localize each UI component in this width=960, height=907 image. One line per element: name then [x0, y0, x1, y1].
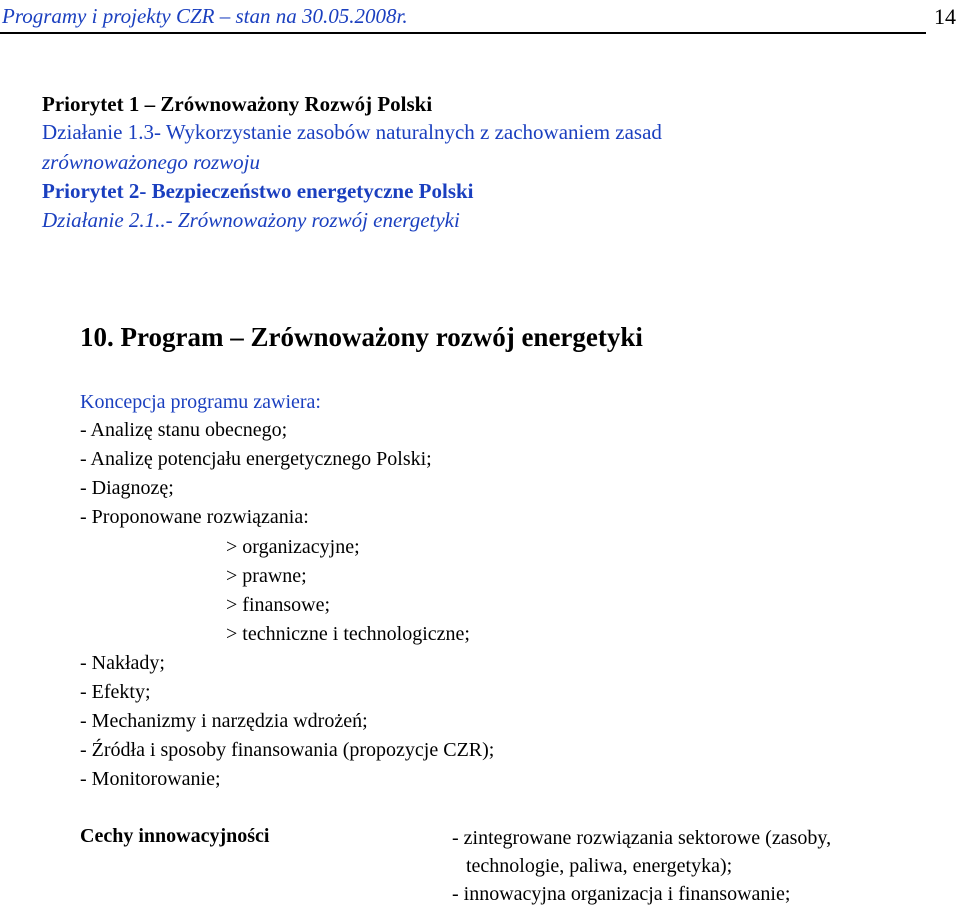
- action-1-3-line1: Działanie 1.3- Wykorzystanie zasobów naturalnych z zachowaniem zasad: [42, 120, 662, 144]
- list-item: - Efekty;: [80, 681, 151, 703]
- sub-list-item: > organizacyjne;: [226, 536, 360, 558]
- concept-intro: Koncepcja programu zawiera:: [80, 391, 321, 413]
- header-title: Programy i projekty CZR – stan na 30.05.2008r.: [2, 4, 408, 28]
- innovation-label: Cechy innowacyjności: [80, 825, 270, 847]
- innovation-line: technologie, paliwa, energetyka);: [466, 855, 733, 877]
- sub-list-item: > prawne;: [226, 565, 307, 587]
- list-item: - Proponowane rozwiązania:: [80, 506, 309, 528]
- priority-2-heading: Priorytet 2- Bezpieczeństwo energetyczne Polski: [42, 179, 474, 203]
- list-item: - Źródła i sposoby finansowania (propozycje CZR);: [80, 739, 495, 761]
- section-title: 10. Program – Zrównoważony rozwój energetyki: [80, 322, 643, 352]
- page-header: [0, 4, 956, 34]
- list-item: - Analizę potencjału energetycznego Polski;: [80, 448, 432, 470]
- innovation-line: - innowacyjna organizacja i finansowanie;: [452, 883, 791, 905]
- action-1-3-line2: zrównoważonego rozwoju: [42, 150, 261, 174]
- sub-list-item: > techniczne i technologiczne;: [226, 623, 470, 645]
- priority-1-heading: Priorytet 1 – Zrównoważony Rozwój Polski: [42, 92, 433, 116]
- list-item: - Nakłady;: [80, 652, 165, 674]
- list-item: - Mechanizmy i narzędzia wdrożeń;: [80, 710, 368, 732]
- page-number: 14: [934, 4, 956, 29]
- action-2-1: Działanie 2.1..- Zrównoważony rozwój energetyki: [42, 208, 460, 232]
- list-item: - Analizę stanu obecnego;: [80, 419, 288, 441]
- innovation-line: - zintegrowane rozwiązania sektorowe (zasoby,: [452, 827, 832, 849]
- list-item: - Diagnozę;: [80, 477, 174, 499]
- sub-list-item: > finansowe;: [226, 594, 331, 616]
- list-item: - Monitorowanie;: [80, 768, 221, 790]
